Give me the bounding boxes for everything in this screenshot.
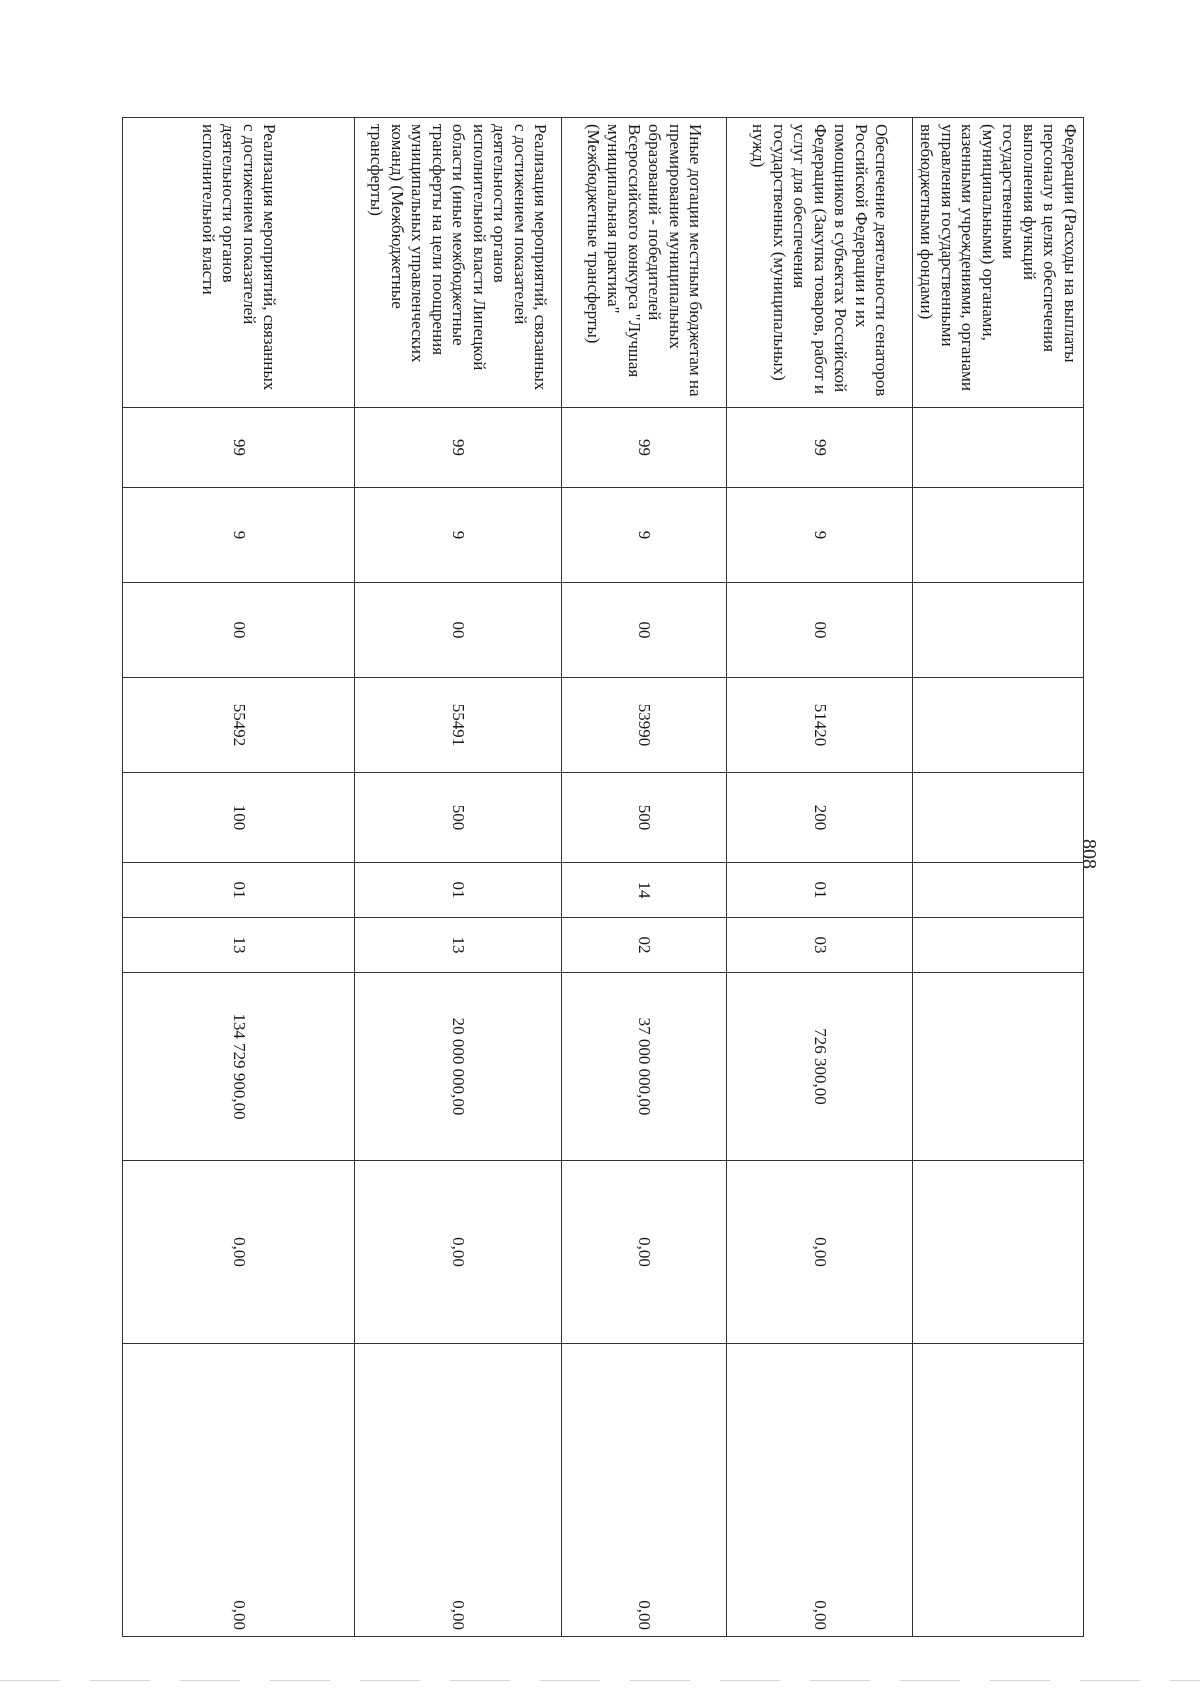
cell-program: 99 bbox=[123, 408, 355, 488]
cell-amount-3: 0,00 bbox=[727, 1344, 913, 1637]
cell-amount-3: 0,00 bbox=[355, 1344, 562, 1637]
cell-subsection bbox=[913, 918, 1084, 973]
row-description: Реализация мероприятий, связанных с достижением показателей деятельности органов исполнительной власти bbox=[123, 118, 355, 408]
cell-main-event bbox=[913, 583, 1084, 678]
cell-amount: 134 729 900,00 bbox=[123, 973, 355, 1161]
cell-subsection: 02 bbox=[562, 918, 727, 973]
cell-subsection: 03 bbox=[727, 918, 913, 973]
rotated-table-wrapper bbox=[127, 117, 1084, 1636]
table-row bbox=[355, 118, 562, 1637]
cell-amount-2: 0,00 bbox=[562, 1161, 727, 1344]
table-row bbox=[562, 118, 727, 1637]
budget-table bbox=[122, 117, 1084, 1637]
cell-amount-3 bbox=[913, 1344, 1084, 1637]
cell-main-event: 00 bbox=[355, 583, 562, 678]
cell-main-event: 00 bbox=[727, 583, 913, 678]
cell-subprogram: 9 bbox=[727, 488, 913, 583]
table-row bbox=[727, 118, 913, 1637]
cell-main-event: 00 bbox=[123, 583, 355, 678]
cell-subprogram: 9 bbox=[355, 488, 562, 583]
cell-amount: 37 000 000,00 bbox=[562, 973, 727, 1161]
cell-amount-3: 0,00 bbox=[123, 1344, 355, 1637]
cell-amount-2: 0,00 bbox=[727, 1161, 913, 1344]
row-description: Обеспечение деятельности сенаторов Российской Федерации и их помощников в субъектах Российской Федерации (Закупка товаров, работ и услуг для обеспечения государственных (муниципальных) нужд) bbox=[727, 118, 913, 408]
cell-program: 99 bbox=[355, 408, 562, 488]
cell-amount: 20 000 000,00 bbox=[355, 973, 562, 1161]
cell-direction: 53990 bbox=[562, 678, 727, 773]
cell-amount bbox=[913, 973, 1084, 1161]
cell-section: 01 bbox=[355, 863, 562, 918]
cell-amount-2 bbox=[913, 1161, 1084, 1344]
cell-section: 01 bbox=[123, 863, 355, 918]
cell-subprogram: 9 bbox=[562, 488, 727, 583]
cell-program bbox=[913, 408, 1084, 488]
cell-subsection: 13 bbox=[123, 918, 355, 973]
cell-section bbox=[913, 863, 1084, 918]
cell-program: 99 bbox=[562, 408, 727, 488]
table-row bbox=[123, 118, 355, 1637]
row-description: Федерации (Расходы на выплаты персоналу в целях обеспечения выполнения функций государственными (муниципальными) органами, казенными учреждениями, органами управления государственными внебюджетными фондами) bbox=[913, 118, 1084, 408]
cell-subsection: 13 bbox=[355, 918, 562, 973]
cell-amount: 726 300,00 bbox=[727, 973, 913, 1161]
table-row bbox=[913, 118, 1084, 1637]
cell-expense-type: 200 bbox=[727, 773, 913, 863]
cell-program: 99 bbox=[727, 408, 913, 488]
cell-main-event: 00 bbox=[562, 583, 727, 678]
cell-direction: 55492 bbox=[123, 678, 355, 773]
cell-amount-2: 0,00 bbox=[355, 1161, 562, 1344]
cell-expense-type: 500 bbox=[562, 773, 727, 863]
scan-edge-artifact bbox=[0, 1680, 1200, 1681]
cell-direction: 55491 bbox=[355, 678, 562, 773]
cell-amount-3: 0,00 bbox=[562, 1344, 727, 1637]
cell-section: 01 bbox=[727, 863, 913, 918]
cell-direction bbox=[913, 678, 1084, 773]
cell-amount-2: 0,00 bbox=[123, 1161, 355, 1344]
cell-direction: 51420 bbox=[727, 678, 913, 773]
cell-subprogram bbox=[913, 488, 1084, 583]
row-description: Реализация мероприятий, связанных с достижением показателей деятельности органов исполнительной власти Липецкой области (иные межбюджетные трансферты на цели поощрения муниципальных управленческих команд) (Межбюджетные трансферты) bbox=[355, 118, 562, 408]
cell-expense-type: 100 bbox=[123, 773, 355, 863]
page-number: 808 bbox=[1078, 839, 1100, 869]
cell-expense-type: 500 bbox=[355, 773, 562, 863]
cell-expense-type bbox=[913, 773, 1084, 863]
row-description: Иные дотации местным бюджетам на премирование муниципальных образований - победителей Всероссийского конкурса "Лучшая муниципальная практика" (Межбюджетные трансферты) bbox=[562, 118, 727, 408]
cell-section: 14 bbox=[562, 863, 727, 918]
cell-subprogram: 9 bbox=[123, 488, 355, 583]
